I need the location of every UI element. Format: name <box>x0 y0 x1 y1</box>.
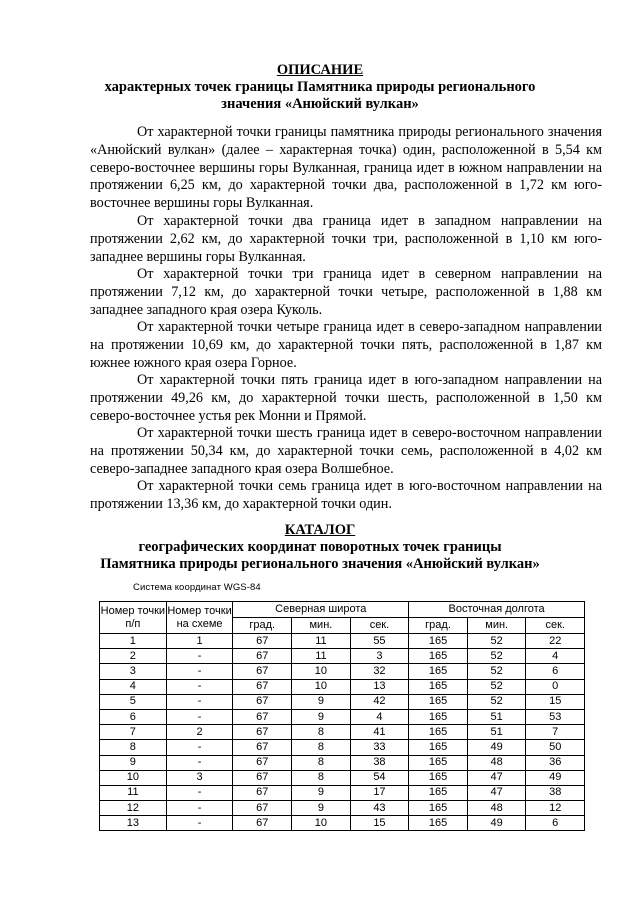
cell-point-no: 1 <box>100 634 167 649</box>
table-row <box>100 694 585 709</box>
cell-lat-min: 10 <box>292 664 351 679</box>
cell-lon-deg: 165 <box>409 801 468 816</box>
cell-lon-deg: 165 <box>409 694 468 709</box>
cell-lon-deg: 165 <box>409 770 468 785</box>
header-east-lon: Восточная долгота <box>409 602 585 618</box>
cell-lon-sec: 22 <box>526 634 585 649</box>
table-row <box>100 649 585 664</box>
cell-lat-min: 8 <box>292 770 351 785</box>
cell-lon-sec: 12 <box>526 801 585 816</box>
cell-lon-sec: 6 <box>526 816 585 831</box>
cell-lon-deg: 165 <box>409 634 468 649</box>
header-lon-sec: сек. <box>526 618 585 634</box>
cell-point-no: 7 <box>100 725 167 740</box>
cell-lon-sec: 15 <box>526 694 585 709</box>
coord-system-label: Система координат WGS-84 <box>133 582 261 593</box>
description-paragraph: От характерной точки пять граница идет в юго-западном направлении на протяжении 49,26 км, до характерной точки шесть, расположенной в 1,50 км северо-восточнее устья рек Монни и Прямой. <box>90 372 602 424</box>
cell-lon-sec: 6 <box>526 664 585 679</box>
cell-lat-min: 11 <box>292 634 351 649</box>
description-paragraph: От характерной точки четыре граница идет в северо-западном направлении на протяжении 10,69 км, до характерной точки пять, расположенной в 1,87 км южнее южного края озера Горное. <box>90 319 602 371</box>
cell-lat-sec: 55 <box>350 634 408 649</box>
header-lon-min: мин. <box>467 618 526 634</box>
description-paragraph: От характерной точки границы памятника природы регионального значения «Анюйский вулкан» (далее – характерная точка) один, расположенной в 5,54 км северо-восточнее вершины горы Вулканная, граница идет в южном направлении на протяжении 6,25 км, до характерной точки два, расположенной в 1,72 км юго-восточнее вершины горы Вулканная. <box>90 124 602 212</box>
cell-lat-sec: 13 <box>350 679 408 694</box>
cell-lat-min: 10 <box>292 679 351 694</box>
cell-point-no: 13 <box>100 816 167 831</box>
cell-scheme-no: - <box>166 755 233 770</box>
cell-lon-deg: 165 <box>409 740 468 755</box>
cell-lat-sec: 43 <box>350 801 408 816</box>
cell-lon-sec: 36 <box>526 755 585 770</box>
catalog-title-line: географических координат поворотных точек границы <box>138 539 502 555</box>
cell-point-no: 2 <box>100 649 167 664</box>
table-row <box>100 709 585 724</box>
cell-lon-min: 51 <box>467 709 526 724</box>
header-lat-deg: град. <box>233 618 292 634</box>
catalog-title-line: Памятника природы регионального значения «Анюйский вулкан» <box>100 556 540 572</box>
cell-lat-sec: 38 <box>350 755 408 770</box>
cell-lat-min: 8 <box>292 755 351 770</box>
cell-lon-min: 49 <box>467 740 526 755</box>
cell-lat-deg: 67 <box>233 725 292 740</box>
cell-lat-deg: 67 <box>233 755 292 770</box>
cell-point-no: 6 <box>100 709 167 724</box>
description-paragraph: От характерной точки три граница идет в северном направлении на протяжении 7,12 км, до характерной точки четыре, расположенной в 1,88 км западнее западного края озера Куколь. <box>90 266 602 318</box>
cell-lon-sec: 50 <box>526 740 585 755</box>
cell-point-no: 5 <box>100 694 167 709</box>
catalog-title <box>60 522 580 573</box>
header-north-lat: Северная широта <box>233 602 409 618</box>
cell-lon-sec: 7 <box>526 725 585 740</box>
cell-lat-sec: 3 <box>350 649 408 664</box>
cell-point-no: 8 <box>100 740 167 755</box>
cell-point-no: 12 <box>100 801 167 816</box>
header-lat-sec: сек. <box>350 618 408 634</box>
cell-lon-min: 52 <box>467 664 526 679</box>
cell-lon-deg: 165 <box>409 785 468 800</box>
cell-lon-deg: 165 <box>409 755 468 770</box>
table-row <box>100 664 585 679</box>
cell-lon-min: 48 <box>467 755 526 770</box>
table-row <box>100 679 585 694</box>
header-lon-deg: град. <box>409 618 468 634</box>
description-title-line: значения «Анюйский вулкан» <box>221 96 419 112</box>
cell-lat-deg: 67 <box>233 740 292 755</box>
cell-lon-min: 47 <box>467 770 526 785</box>
cell-point-no: 11 <box>100 785 167 800</box>
cell-scheme-no: - <box>166 679 233 694</box>
cell-lat-deg: 67 <box>233 770 292 785</box>
cell-lat-deg: 67 <box>233 816 292 831</box>
cell-lat-deg: 67 <box>233 709 292 724</box>
description-paragraph: От характерной точки шесть граница идет в северо-восточном направлении на протяжении 50,34 км, до характерной точки семь, расположенной в 4,02 км северо-западнее западного края озера Волшебное. <box>90 425 602 477</box>
cell-lat-sec: 15 <box>350 816 408 831</box>
cell-scheme-no: 1 <box>166 634 233 649</box>
cell-lon-min: 52 <box>467 679 526 694</box>
cell-lon-deg: 165 <box>409 709 468 724</box>
cell-scheme-no: 2 <box>166 725 233 740</box>
cell-lon-min: 52 <box>467 649 526 664</box>
cell-point-no: 4 <box>100 679 167 694</box>
cell-lon-min: 47 <box>467 785 526 800</box>
cell-lon-min: 51 <box>467 725 526 740</box>
cell-lon-deg: 165 <box>409 679 468 694</box>
cell-lon-sec: 4 <box>526 649 585 664</box>
description-title <box>60 62 580 113</box>
cell-point-no: 3 <box>100 664 167 679</box>
cell-lat-deg: 67 <box>233 679 292 694</box>
cell-lon-sec: 53 <box>526 709 585 724</box>
cell-scheme-no: - <box>166 801 233 816</box>
cell-lat-sec: 41 <box>350 725 408 740</box>
cell-lon-sec: 38 <box>526 785 585 800</box>
table-row <box>100 740 585 755</box>
cell-scheme-no: - <box>166 740 233 755</box>
cell-point-no: 10 <box>100 770 167 785</box>
catalog-title-line: КАТАЛОГ <box>284 522 356 538</box>
cell-lat-sec: 54 <box>350 770 408 785</box>
table-row <box>100 634 585 649</box>
cell-lat-deg: 67 <box>233 649 292 664</box>
cell-lat-sec: 4 <box>350 709 408 724</box>
cell-lat-min: 9 <box>292 785 351 800</box>
description-paragraph: От характерной точки семь граница идет в юго-восточном направлении на протяжении 13,36 км, до характерной точки один. <box>90 478 602 512</box>
coordinates-table <box>99 601 585 831</box>
table-row <box>100 801 585 816</box>
cell-lat-sec: 42 <box>350 694 408 709</box>
cell-scheme-no: 3 <box>166 770 233 785</box>
table-row <box>100 725 585 740</box>
cell-lon-min: 49 <box>467 816 526 831</box>
cell-scheme-no: - <box>166 816 233 831</box>
cell-scheme-no: - <box>166 649 233 664</box>
cell-lon-deg: 165 <box>409 725 468 740</box>
cell-lat-min: 9 <box>292 709 351 724</box>
cell-scheme-no: - <box>166 709 233 724</box>
description-title-line: ОПИСАНИЕ <box>276 62 364 78</box>
cell-lon-sec: 49 <box>526 770 585 785</box>
cell-lon-sec: 0 <box>526 679 585 694</box>
cell-lon-deg: 165 <box>409 664 468 679</box>
table-row <box>100 816 585 831</box>
cell-lat-min: 9 <box>292 801 351 816</box>
cell-lon-min: 52 <box>467 694 526 709</box>
cell-lon-deg: 165 <box>409 816 468 831</box>
cell-lon-min: 48 <box>467 801 526 816</box>
cell-lat-deg: 67 <box>233 664 292 679</box>
header-point-no: Номер точки п/п <box>100 602 167 634</box>
header-scheme-no: Номер точки на схеме <box>166 602 233 634</box>
cell-lat-sec: 33 <box>350 740 408 755</box>
coordinates-table-body <box>100 634 585 831</box>
description-paragraph: От характерной точки два граница идет в западном направлении на протяжении 2,62 км, до характерной точки три, расположенной в 1,10 км юго-западнее вершины горы Вулканная. <box>90 213 602 265</box>
cell-lat-deg: 67 <box>233 694 292 709</box>
cell-lat-deg: 67 <box>233 634 292 649</box>
cell-lat-min: 11 <box>292 649 351 664</box>
cell-lat-min: 10 <box>292 816 351 831</box>
cell-lat-min: 8 <box>292 725 351 740</box>
cell-lat-min: 8 <box>292 740 351 755</box>
cell-point-no: 9 <box>100 755 167 770</box>
cell-scheme-no: - <box>166 664 233 679</box>
description-title-line: характерных точек границы Памятника природы регионального <box>104 79 536 95</box>
cell-lat-deg: 67 <box>233 785 292 800</box>
cell-lat-sec: 17 <box>350 785 408 800</box>
cell-lat-sec: 32 <box>350 664 408 679</box>
cell-scheme-no: - <box>166 785 233 800</box>
cell-lat-deg: 67 <box>233 801 292 816</box>
table-row <box>100 770 585 785</box>
table-row <box>100 755 585 770</box>
cell-lon-deg: 165 <box>409 649 468 664</box>
header-lat-min: мин. <box>292 618 351 634</box>
cell-lat-min: 9 <box>292 694 351 709</box>
cell-scheme-no: - <box>166 694 233 709</box>
cell-lon-min: 52 <box>467 634 526 649</box>
table-row <box>100 785 585 800</box>
